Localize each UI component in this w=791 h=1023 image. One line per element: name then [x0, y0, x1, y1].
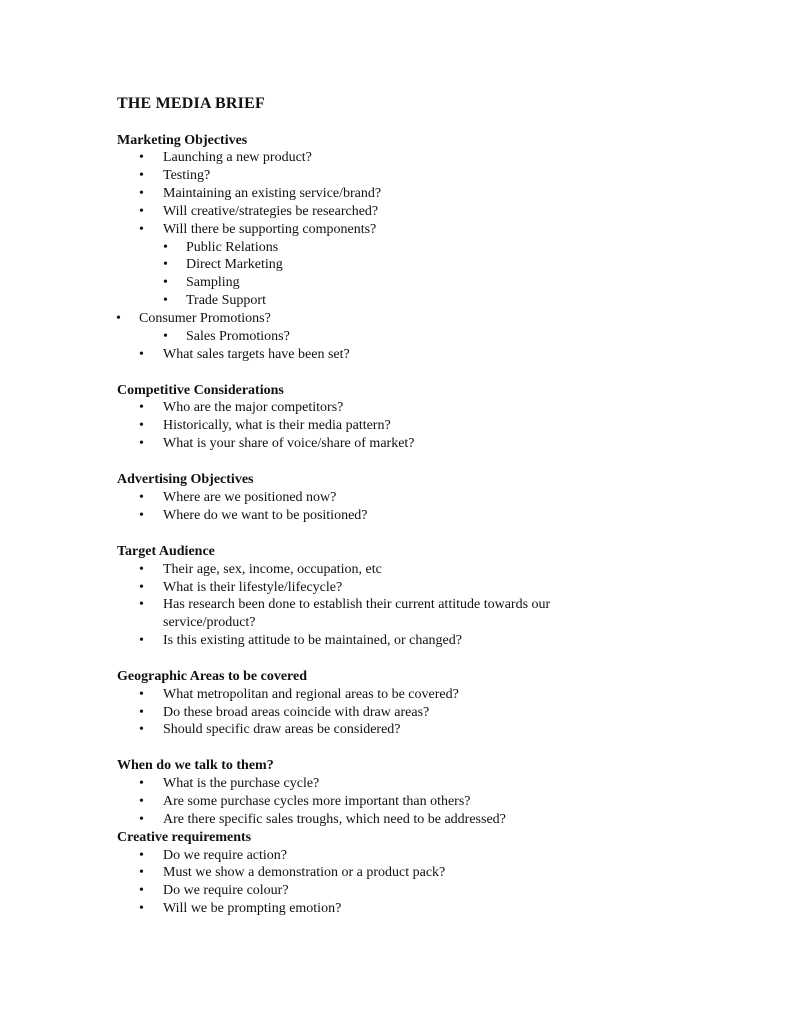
- section-heading-when-to-talk: When do we talk to them?: [117, 758, 274, 773]
- bullet: •: [139, 722, 144, 737]
- page-title: THE MEDIA BRIEF: [117, 95, 265, 112]
- bullet: •: [139, 436, 144, 451]
- bullet: •: [139, 508, 144, 523]
- list-item: Maintaining an existing service/brand?: [163, 186, 382, 201]
- list-item: What metropolitan and regional areas to be covered?: [163, 687, 459, 702]
- bullet: •: [139, 687, 144, 702]
- bullet: •: [139, 580, 144, 595]
- bullet: •: [163, 240, 168, 255]
- list-item: Should specific draw areas be considered?: [163, 722, 401, 737]
- sub-list-item: Direct Marketing: [186, 257, 283, 272]
- bullet: •: [163, 293, 168, 308]
- list-item: What sales targets have been set?: [163, 347, 350, 362]
- bullet: •: [163, 275, 168, 290]
- bullet: •: [139, 204, 144, 219]
- section-heading-marketing-objectives: Marketing Objectives: [117, 133, 248, 148]
- list-item: Consumer Promotions?: [139, 311, 271, 326]
- section-heading-creative-requirements: Creative requirements: [117, 830, 252, 845]
- list-item: Has research been done to establish their current attitude towards our: [163, 597, 551, 612]
- list-item: Who are the major competitors?: [163, 400, 344, 415]
- bullet: •: [139, 633, 144, 648]
- section-heading-target-audience: Target Audience: [117, 544, 215, 559]
- bullet: •: [139, 168, 144, 183]
- sub-list-item: Sales Promotions?: [186, 329, 290, 344]
- list-item: Will creative/strategies be researched?: [163, 204, 379, 219]
- bullet: •: [139, 597, 144, 612]
- bullet: •: [139, 186, 144, 201]
- list-item: Will there be supporting components?: [163, 222, 377, 237]
- list-item: Launching a new product?: [163, 150, 312, 165]
- bullet: •: [163, 257, 168, 272]
- list-item-continuation: service/product?: [163, 615, 256, 630]
- bullet: •: [139, 794, 144, 809]
- list-item: Is this existing attitude to be maintained, or changed?: [163, 633, 462, 648]
- list-item: Must we show a demonstration or a product pack?: [163, 865, 446, 880]
- bullet: •: [139, 400, 144, 415]
- bullet: •: [139, 865, 144, 880]
- list-item: Testing?: [163, 168, 211, 183]
- section-heading-competitive-considerations: Competitive Considerations: [117, 383, 284, 398]
- bullet: •: [139, 347, 144, 362]
- bullet: •: [116, 311, 121, 326]
- sub-list-item: Public Relations: [186, 240, 279, 255]
- sub-list-item: Sampling: [186, 275, 240, 290]
- section-heading-geographic-areas: Geographic Areas to be covered: [117, 669, 308, 684]
- bullet: •: [139, 883, 144, 898]
- list-item: Where do we want to be positioned?: [163, 508, 368, 523]
- list-item: Their age, sex, income, occupation, etc: [163, 562, 382, 577]
- bullet: •: [139, 562, 144, 577]
- bullet: •: [139, 776, 144, 791]
- bullet: •: [139, 705, 144, 720]
- list-item: Historically, what is their media pattern?: [163, 418, 391, 433]
- bullet: •: [139, 150, 144, 165]
- bullet: •: [163, 329, 168, 344]
- list-item: What is your share of voice/share of market?: [163, 436, 415, 451]
- bullet: •: [139, 812, 144, 827]
- bullet: •: [139, 222, 144, 237]
- bullet: •: [139, 418, 144, 433]
- list-item: Where are we positioned now?: [163, 490, 337, 505]
- bullet: •: [139, 848, 144, 863]
- list-item: Are some purchase cycles more important than others?: [163, 794, 471, 809]
- list-item: What is their lifestyle/lifecycle?: [163, 580, 343, 595]
- list-item: Do these broad areas coincide with draw areas?: [163, 705, 430, 720]
- bullet: •: [139, 901, 144, 916]
- list-item: Are there specific sales troughs, which need to be addressed?: [163, 812, 506, 827]
- list-item: What is the purchase cycle?: [163, 776, 320, 791]
- bullet: •: [139, 490, 144, 505]
- list-item: Do we require action?: [163, 848, 287, 863]
- sub-list-item: Trade Support: [186, 293, 266, 308]
- section-heading-advertising-objectives: Advertising Objectives: [117, 472, 254, 487]
- list-item: Do we require colour?: [163, 883, 289, 898]
- list-item: Will we be prompting emotion?: [163, 901, 342, 916]
